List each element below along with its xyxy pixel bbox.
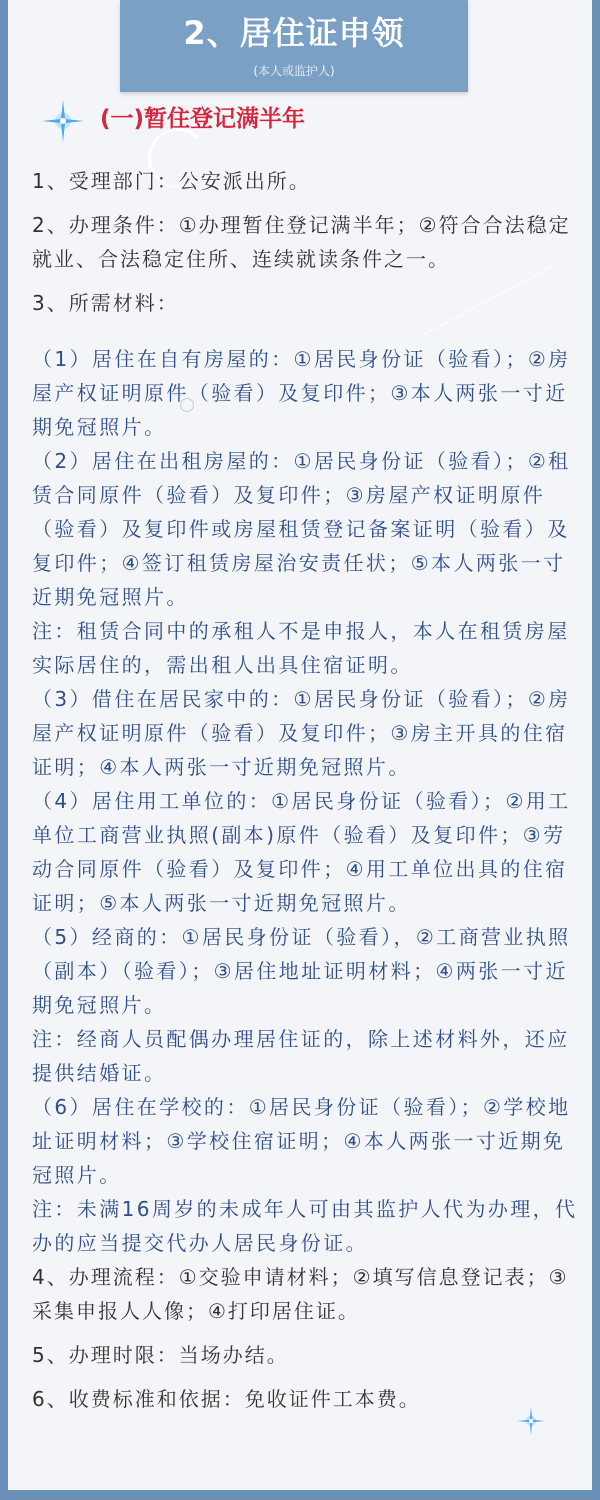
material-employer: （4）居住用工单位的：①居民身份证（验看）；②用工单位工商营业执照(副本)原件（验看）及复印件；③劳动合同原件（验看）及复印件；④用工单位出具的住宿证明；⑤本人两张一寸近期免冠照片。 [32, 789, 571, 915]
section-title: (一)暂住登记满半年 [100, 106, 306, 132]
note-rental: 注：租赁合同中的承租人不是申报人，本人在租赁房屋实际居住的，需出租人出具住宿证明。 [32, 619, 570, 677]
item-time-limit: 5、办理时限：当场办结。 [32, 1343, 289, 1367]
item-materials-heading: 3、所需材料： [32, 291, 179, 315]
note-minor: 注：未满16周岁的未成年人可由其监护人代为办理，代办的应当提交代办人居民身份证。 [32, 1197, 578, 1255]
material-rented-house: （2）居住在出租房屋的：①居民身份证（验看）；②租赁合同原件（验看）及复印件；③房屋产权证明原件（验看）及复印件或房屋租赁登记备案证明（验看）及复印件；④签订租赁房屋治安责任状；⑤本人两张一寸近期免冠照片。 [32, 449, 571, 609]
sparkle-icon [516, 1406, 546, 1436]
sparkle-icon [40, 98, 86, 144]
bottom-border [8, 1490, 592, 1494]
item-conditions: 2、办理条件：①办理暂住登记满半年；②符合合法稳定就业、合法稳定住所、连续就读条件之一。 [32, 213, 571, 271]
page-title: 2、居住证申领 [183, 14, 405, 52]
item-department: 1、受理部门：公安派出所。 [32, 169, 311, 193]
material-own-house: （1）居住在自有房屋的：①居民身份证（验看）；②房屋产权证明原件（验看）及复印件；③本人两张一寸近期免冠照片。 [32, 347, 571, 439]
item-process: 4、办理流程：①交验申请材料；②填写信息登记表；③采集申报人人像；④打印居住证。 [32, 1265, 569, 1323]
item-fees: 6、收费标准和依据：免收证件工本费。 [32, 1387, 421, 1411]
page [8, 0, 592, 1494]
material-school: （6）居住在学校的：①居民身份证（验看）；②学校地址证明材料；③学校住宿证明；④本人两张一寸近期免冠照片。 [32, 1095, 571, 1187]
document-body [32, 164, 580, 1416]
material-resident-home: （3）借住在居民家中的：①居民身份证（验看）；②房屋产权证明原件（验看）及复印件；③房主开具的住宿证明；④本人两张一寸近期免冠照片。 [32, 687, 571, 779]
header-banner [120, 0, 468, 92]
material-business: （5）经商的：①居民身份证（验看），②工商营业执照（副本）（验看）；③居住地址证明材料；④两张一寸近期免冠照片。 [32, 925, 571, 1017]
note-business: 注：经商人员配偶办理居住证的，除上述材料外，还应提供结婚证。 [32, 1027, 570, 1085]
page-subtitle: (本人或监护人) [253, 64, 335, 78]
